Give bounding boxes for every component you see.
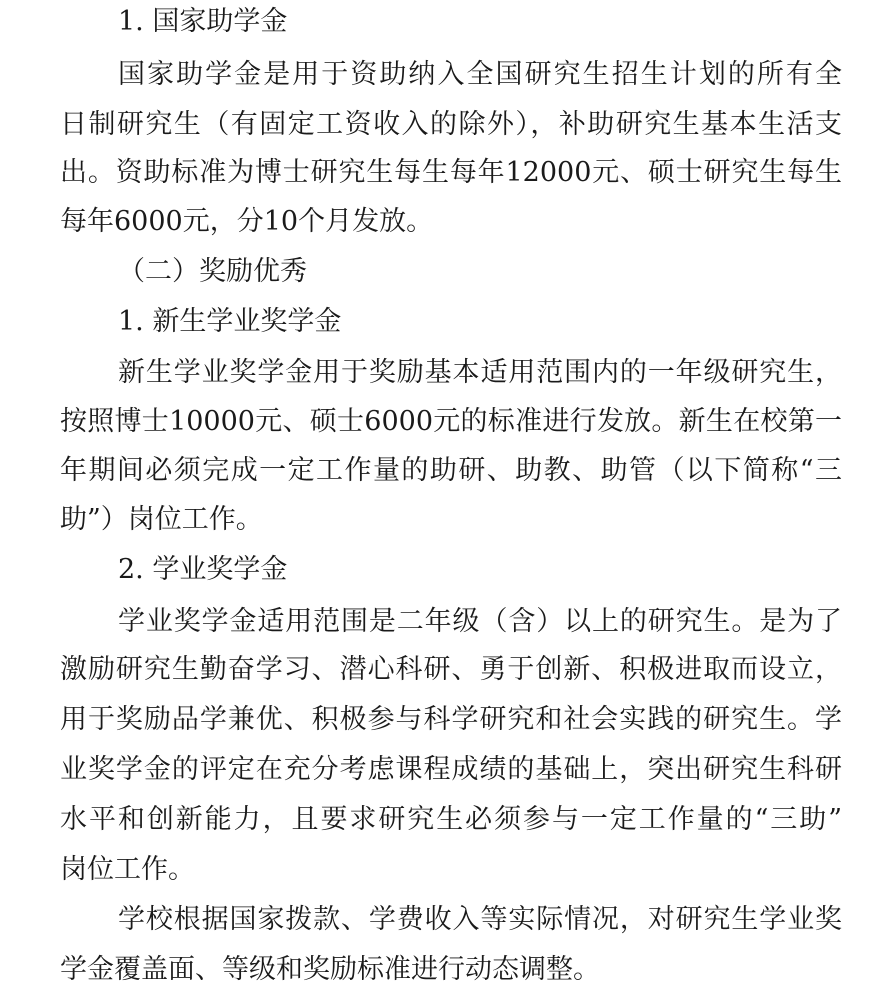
paragraph-line: 出。资助标准为博士研究生每生每年12000元、硕士研究生每生 <box>60 157 842 188</box>
paragraph-line: 学业奖学金适用范围是二年级（含）以上的研究生。是为了 <box>118 606 842 637</box>
heading-national-grant: 1. 国家助学金 <box>118 6 288 37</box>
paragraph-line: 激励研究生勤奋学习、潜心科研、勇于创新、积极进取而设立， <box>60 654 842 685</box>
paragraph-line: 学金覆盖面、等级和奖励标准进行动态调整。 <box>60 954 600 985</box>
paragraph-line: 年期间必须完成一定工作量的助研、助教、助管（以下简称“三 <box>60 455 842 486</box>
paragraph-line: 日制研究生（有固定工资收入的除外），补助研究生基本生活支 <box>60 109 842 140</box>
paragraph-line: 每年6000元，分10个月发放。 <box>60 206 434 237</box>
paragraph-line: 业奖学金的评定在充分考虑课程成绩的基础上，突出研究生科研 <box>60 754 842 785</box>
paragraph-line: 国家助学金是用于资助纳入全国研究生招生计划的所有全 <box>118 59 842 90</box>
heading-academic-scholarship: 2. 学业奖学金 <box>118 554 288 585</box>
paragraph-line: 学校根据国家拨款、学费收入等实际情况，对研究生学业奖 <box>118 904 842 935</box>
paragraph-line: 按照博士10000元、硕士6000元的标准进行发放。新生在校第一 <box>60 406 842 437</box>
paragraph-line: 新生学业奖学金用于奖励基本适用范围内的一年级研究生， <box>118 357 842 388</box>
section-heading-rewards: （二）奖励优秀 <box>118 256 307 287</box>
paragraph-line: 用于奖励品学兼优、积极参与科学研究和社会实践的研究生。学 <box>60 704 842 735</box>
paragraph-line: 水平和创新能力，且要求研究生必须参与一定工作量的“三助” <box>60 804 842 835</box>
heading-freshman-scholarship: 1. 新生学业奖学金 <box>118 306 342 337</box>
paragraph-line: 岗位工作。 <box>60 854 195 885</box>
paragraph-line: 助”）岗位工作。 <box>60 504 263 535</box>
